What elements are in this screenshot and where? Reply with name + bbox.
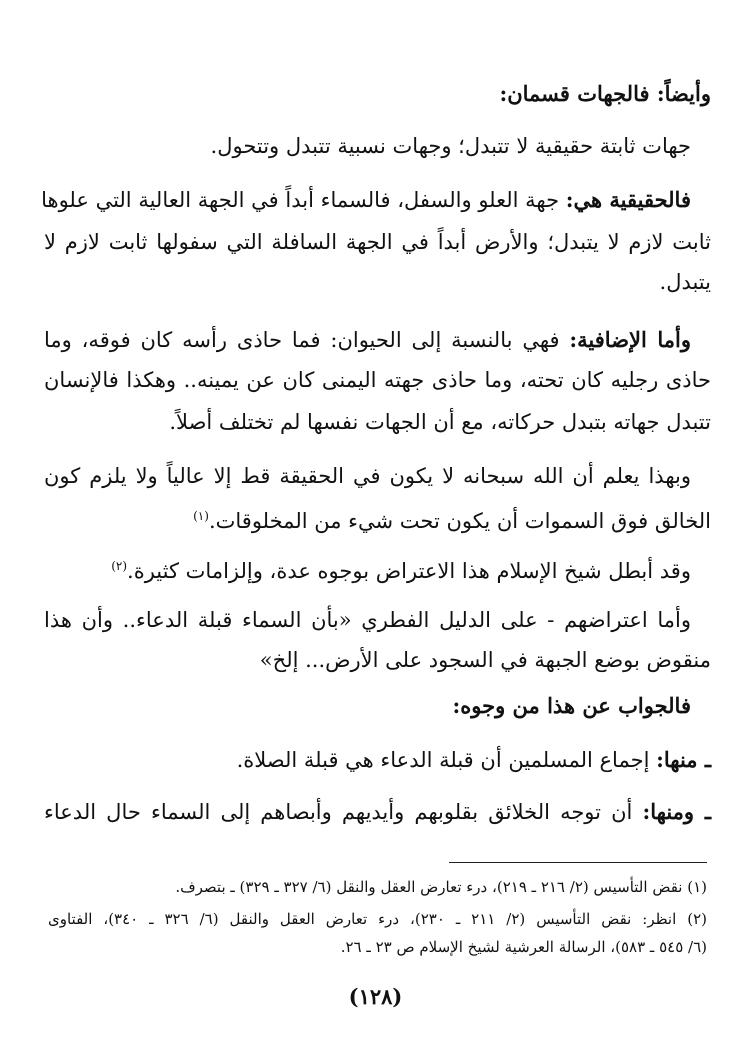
paragraph-text: فهي بالنسبة إلى الحيوان: فما حاذى رأسه كان فوقه، وما <box>44 328 560 352</box>
paragraph-text: جهة العلو والسفل، فالسماء أبداً في الجهة العالية التي علوها <box>41 188 560 212</box>
footnote-ref-2[interactable]: (٢) <box>111 559 128 573</box>
term-relative-directions: وأما الإضافية: <box>569 327 691 352</box>
paragraph-objection-line-1: وأما اعتراضهم - على الدليل الفطري «بأن السماء قبلة الدعاء.. وأن هذا <box>44 608 691 632</box>
point-label: ـ منها: <box>656 747 711 772</box>
paragraph-directions-types: جهات ثابتة حقيقية لا تتبدل؛ وجهات نسبية تتبدل وتتحول. <box>210 134 691 158</box>
answer-point-1 <box>44 746 711 774</box>
page-number: (١٢٨) <box>348 984 403 1009</box>
section-heading: وأيضاً: فالجهات قسمان: <box>499 81 711 106</box>
footnote-divider <box>449 862 707 863</box>
answer-point-2 <box>44 798 711 826</box>
point-label: ـ ومنها: <box>642 799 711 824</box>
paragraph-refutation <box>44 552 691 585</box>
paragraph-text: إجماع المسلمين أن قبلة الدعاء هي قبلة الصلاة. <box>236 748 650 772</box>
footnote-1: (١) نقض التأسيس (٢/ ٢١٦ ـ ٢١٩)، درء تعارض العقل والنقل (٦/ ٣٢٧ ـ ٣٢٩) ـ بتصرف. <box>175 878 707 896</box>
paragraph-relative-directions-line-1 <box>44 326 691 354</box>
footnote-ref-1[interactable]: (١) <box>193 509 209 523</box>
paragraph-text: أن توجه الخلائق بقلوبهم وأيديهم وأبصاهم إلى السماء حال الدعاء <box>44 800 633 824</box>
term-real-directions: فالحقيقية هي: <box>565 187 691 212</box>
paragraph-text: الخالق فوق السموات أن يكون تحت شيء من المخلوقات. <box>208 509 711 533</box>
answer-heading: فالجواب عن هذا من وجوه: <box>452 693 691 718</box>
paragraph-text: وقد أبطل شيخ الإسلام هذا الاعتراض بوجوه عدة، وإلزامات كثيرة. <box>127 559 691 583</box>
footnote-2-line-2: (٦/ ٥٤٥ ـ ٥٨٣)، الرسالة العرشية لشيخ الإسلام ص ٢٣ ـ ٢٦. <box>340 938 707 956</box>
paragraph-real-directions-line-2: ثابت لازم لا يتبدل؛ والأرض أبداً في الجهة السافلة التي سفولها ثابت لازم لا <box>44 230 711 254</box>
paragraph-relative-directions-line-2: حاذى رجليه كان تحته، وما حاذى جهته اليمنى كان عن يمينه.. وهكذا فالإنسان <box>44 368 711 392</box>
paragraph-conclusion-line-1: وبهذا يعلم أن الله سبحانه لا يكون في الحقيقة قط إلا عالياً ولا يلزم كون <box>44 464 691 488</box>
paragraph-real-directions-line-3: يتبدل. <box>659 270 711 294</box>
paragraph-conclusion-line-2 <box>44 502 711 535</box>
footnote-2-line-1: (٢) انظر: نقض التأسيس (٢/ ٢١١ ـ ٢٣٠)، درء تعارض العقل والنقل (٦/ ٣٢٦ ـ ٣٤٠)، الفتاوى <box>48 910 707 928</box>
paragraph-relative-directions-line-3: تتبدل جهاته بتبدل حركاته، مع أن الجهات نفسها لم تختلف أصلاً. <box>169 410 711 434</box>
paragraph-real-directions-line-1 <box>41 186 691 214</box>
paragraph-objection-line-2: منقوض بوضع الجبهة في السجود على الأرض... إلخ» <box>259 648 711 672</box>
